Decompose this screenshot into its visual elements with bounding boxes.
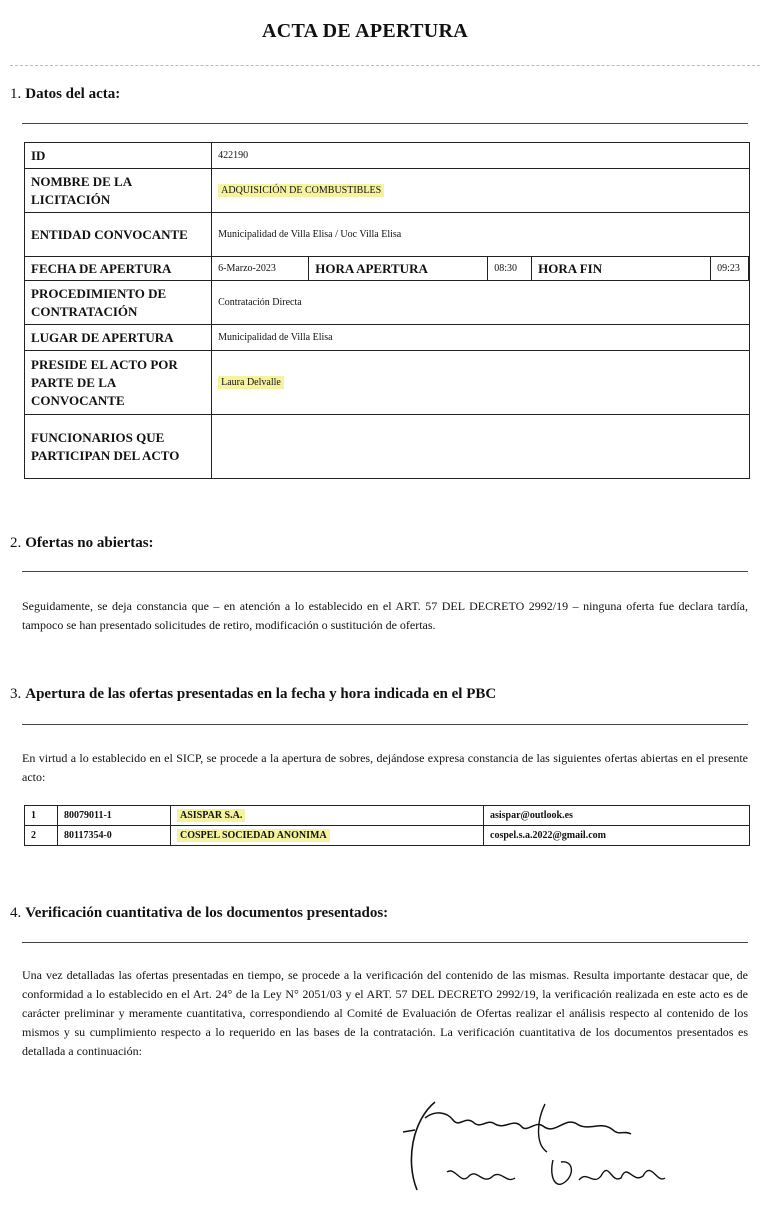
handwritten-signature [395,1090,695,1200]
offer-1-name: ASISPAR S.A. [177,809,245,822]
section-2-number: 2. [10,535,22,551]
row-procedimiento [25,281,750,325]
section-3-number: 3. [10,686,22,702]
hora-fin-value: 09:23 [711,257,749,281]
fecha-label: FECHA DE APERTURA [25,257,212,281]
offer-row-2 [25,826,750,846]
offer-2-number: 2 [25,826,58,846]
section-1-number: 1. [10,86,22,102]
procedimiento-value: Contratación Directa [212,281,750,325]
row-lugar [25,325,750,351]
nombre-cell [212,169,750,213]
row-preside [25,351,750,415]
row-funcionarios [25,415,750,479]
offer-1-ruc: 80079011-1 [58,806,171,826]
section-3-text: En virtud a lo establecido en el SICP, se procede a la apertura de sobres, dejándose expresa constancia de las siguientes ofertas abiertas en el presente acto: [22,751,748,784]
preside-cell [212,351,750,415]
offer-1-email: asispar@outlook.es [484,806,750,826]
funcionarios-value [212,415,750,479]
section-2-heading [10,535,154,552]
offer-2-ruc: 80117354-0 [58,826,171,846]
section-3-rule [22,724,748,725]
row-fecha [25,257,750,281]
offer-1-number: 1 [25,806,58,826]
section-1-rule [22,123,748,124]
fecha-value: 6-Marzo-2023 [212,257,309,281]
document-title: ACTA DE APERTURA [262,20,468,42]
section-2-rule [22,571,748,572]
section-2-text: Seguidamente, se deja constancia que – en atención a lo establecido en el ART. 57 DEL DECRETO 2992/19 – ninguna oferta fue declara tardía, tampoco se han presentado solicitudes de retiro, modificación o sustitución de ofertas. [22,599,748,632]
entidad-label: ENTIDAD CONVOCANTE [25,213,212,257]
offers-table [24,805,750,846]
section-4-heading [10,905,388,922]
id-label: ID [25,143,212,169]
section-4-text: Una vez detalladas las ofertas presentadas en tiempo, se procede a la verificación del contenido de las mismas. Resulta importante destacar que, de conformidad a lo establecido en el Art. 24° de la Ley N° 2051/03 y el ART. 57 DEL DECRETO 2992/19, la verificación realizada en este acto es de carácter preliminar y meramente cuantitativa, correspondiendo al Comité de Evaluación de Ofertas realizar el análisis respecto al contenido de los mismos y su cumplimiento respecto a lo requerido en las bases de la contratación. La verificación cuantitativa de los documentos presentados es detallada a continuación: [22,968,748,1058]
funcionarios-label: FUNCIONARIOS QUE PARTICIPAN DEL ACTO [25,415,212,479]
dotted-divider [10,65,760,66]
lugar-label: LUGAR DE APERTURA [25,325,212,351]
lugar-value: Municipalidad de Villa Elisa [212,325,750,351]
offer-2-email: cospel.s.a.2022@gmail.com [484,826,750,846]
section-2-title: Ofertas no abiertas: [25,535,154,551]
section-1-title: Datos del acta: [25,86,121,102]
id-value: 422190 [212,143,750,169]
hora-apertura-label: HORA APERTURA [309,257,488,281]
row-entidad [25,213,750,257]
preside-label: PRESIDE EL ACTO POR PARTE DE LA CONVOCANTE [25,351,212,415]
nombre-value: ADQUISICIÓN DE COMBUSTIBLES [218,184,384,197]
preside-value: Laura Delvalle [218,376,284,389]
spacer-cell [748,257,749,281]
offer-2-name: COSPEL SOCIEDAD ANONIMA [177,829,330,842]
hora-fin-label: HORA FIN [532,257,711,281]
nombre-label: NOMBRE DE LA LICITACIÓN [25,169,212,213]
section-1-heading [10,86,120,103]
section-3-title: Apertura de las ofertas presentadas en la fecha y hora indicada en el PBC [25,686,497,702]
section-4-number: 4. [10,905,22,921]
section-3-heading [10,686,496,703]
section-4-rule [22,942,748,943]
offer-row-1 [25,806,750,826]
row-id [25,143,750,169]
offer-2-name-cell [171,826,484,846]
procedimiento-label: PROCEDIMIENTO DE CONTRATACIÓN [25,281,212,325]
acta-info-table [24,142,750,479]
row-nombre [25,169,750,213]
offer-1-name-cell [171,806,484,826]
entidad-value: Municipalidad de Villa Elisa / Uoc Villa Elisa [212,213,750,257]
hora-apertura-value: 08:30 [488,257,532,281]
section-4-title: Verificación cuantitativa de los documentos presentados: [25,905,389,921]
